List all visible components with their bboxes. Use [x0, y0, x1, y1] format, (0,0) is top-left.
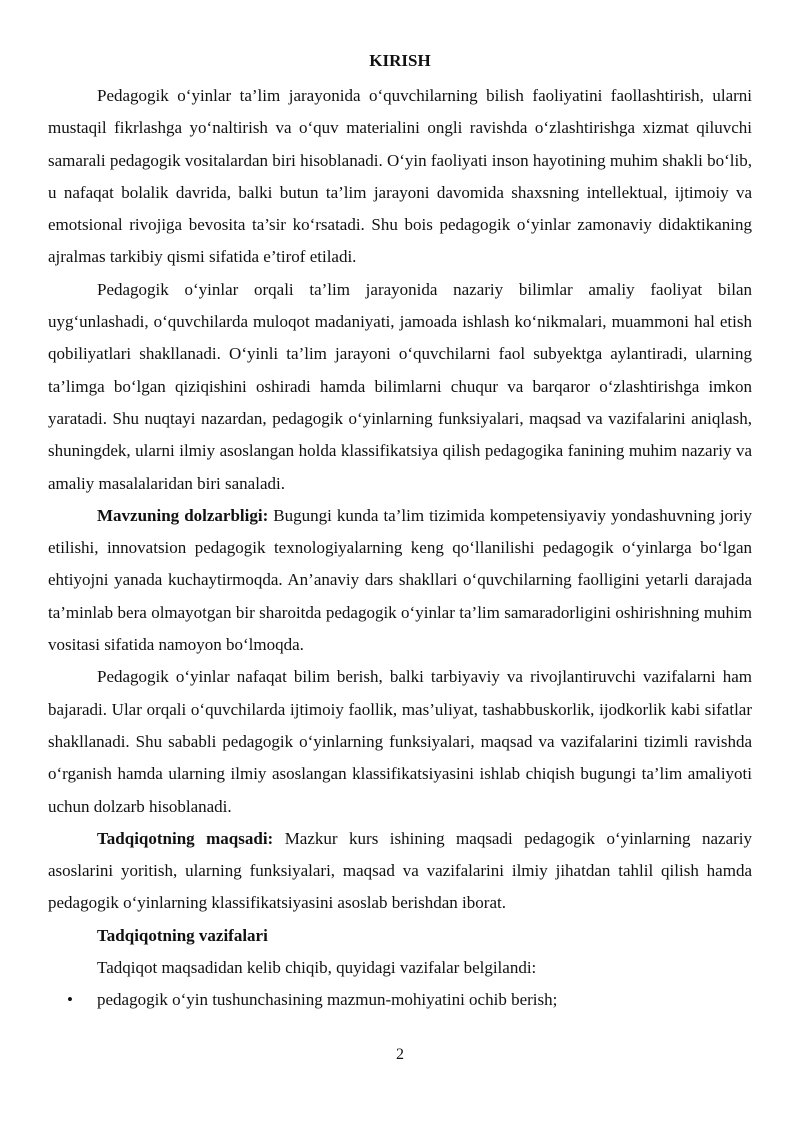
paragraph-relevance: [48, 500, 752, 661]
paragraph-intro: Pedagogik o‘yinlar ta’lim jarayonida o‘quvchilarning bilish faoliyatini faollashtirish, ularni mustaqil fikrlashga yo‘naltirish va o‘quv materialini ongli ravishda o‘zlashtirishga xizmat qiluvchi samarali pedagogik vositalardan biri hisoblanadi. O‘yin faoliyati inson hayotining muhim shakli bo‘lib, u nafaqat bolalik davrida, balki butun ta’lim jarayoni davomida shaxsning intellektual, ijtimoiy va emotsional rivojiga bevosita ta’sir ko‘rsatadi. Shu bois pedagogik o‘yinlar zamonaviy didaktikaning ajralmas tarkibiy qismi sifatida e’tirof etiladi.: [48, 86, 752, 267]
bullet-icon: •: [67, 990, 73, 1010]
goal-label: Tadqiqotning maqsadi:: [97, 828, 274, 848]
relevance-label: Mavzuning dolzarbligi:: [97, 505, 269, 525]
goal-text: Mazkur kurs ishining maqsadi pedagogik o‘yinlarning nazariy asoslarini yoritish, ularning funksiyalari, maqsad va vazifalarini ilmiy jihatdan tahlil qilish hamda pedagogik o‘yinlarning klassifikatsiyasini asoslab berishdan iborat.: [48, 828, 752, 913]
tasks-heading: Tadqiqotning vazifalari: [97, 925, 268, 945]
document-page: [48, 48, 752, 1017]
relevance-text: Bugungi kunda ta’lim tizimida kompetensiyaviy yondashuvning joriy etilishi, innovatsion pedagogik texnologiyalarning keng qo‘llanilishi pedagogik o‘yinlarga bo‘lgan ehtiyojni yanada kuchaytirmoqda. An’anaviy dars shakllari o‘quvchilarning faolligini yetarli darajada ta’minlab bera olmayotgan bir sharoitda pedagogik o‘yinlar ta’lim samaradorligini oshirishning muhim vositasi sifatida namoyon bo‘lmoqda.: [48, 505, 752, 655]
paragraph-functions: Pedagogik o‘yinlar nafaqat bilim berish, balki tarbiyaviy va rivojlantiruvchi vazifalarni ham bajaradi. Ular orqali o‘quvchilarda ijtimoiy faollik, mas’uliyat, tashabbuskorlik, ijodkorlik kabi sifatlar shakllanadi. Shu sababli pedagogik o‘yinlarning funksiyalari, maqsad va vazifalarini tizimli ravishda o‘rganish hamda ularning ilmiy asoslangan klassifikatsiyasini ishlab chiqish bugungi ta’lim amaliyoti uchun dolzarb hisoblanadi.: [48, 667, 752, 816]
section-title: KIRISH: [369, 51, 431, 70]
paragraph-games-learning: Pedagogik o‘yinlar orqali ta’lim jarayonida nazariy bilimlar amaliy faoliyat bilan uyg‘unlashadi, o‘quvchilarda muloqot madaniyati, jamoada ishlash ko‘nikmalari, muammoni hal etish qobiliyatlari shakllanadi. O‘yinli ta’lim jarayoni o‘quvchilarni faol subyektga aylantiradi, ularning ta’limga bo‘lgan qiziqishini oshiradi hamda bilimlarni chuqur va barqaror o‘zlashtirishga imkon yaratadi. Shu nuqtayi nazardan, pedagogik o‘yinlarning funksiyalari, maqsad va vazifalarini aniqlash, shuningdek, ularni ilmiy asoslangan holda klassifikatsiya qilish pedagogika fanining muhim nazariy va amaliy masalalaridan biri sanaladi.: [48, 279, 752, 493]
list-item-text: pedagogik o‘yin tushunchasining mazmun-mohiyatini ochib berish;: [97, 990, 558, 1010]
paragraph-goal: [48, 823, 752, 920]
page-number: 2: [396, 1046, 404, 1063]
list-item: [48, 984, 752, 1016]
paragraph-tasks-intro: Tadqiqot maqsadidan kelib chiqib, quyidagi vazifalar belgilandi:: [97, 958, 537, 978]
